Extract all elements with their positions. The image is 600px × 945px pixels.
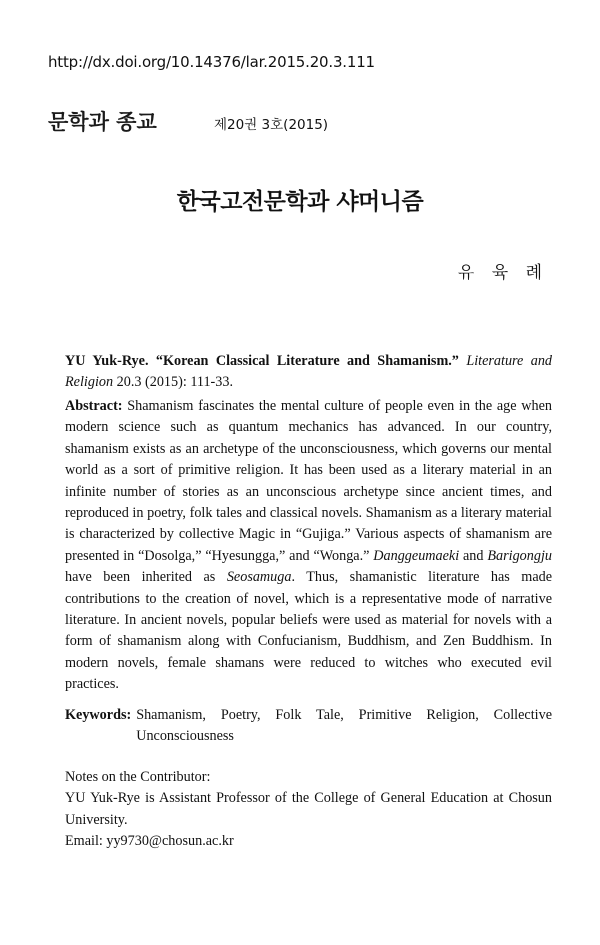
keywords-text: Shamanism, Poetry, Folk Tale, Primitive Religion, Collective Unconsciousness (136, 707, 552, 745)
citation-journal: Literature and Religion (65, 353, 553, 391)
contributor-notes (65, 767, 552, 853)
citation-author-title: YU Yuk-Rye. “Korean Classical Literature and Shamanism.” (65, 353, 459, 369)
abstract-label: Abstract: (65, 398, 123, 414)
contributor-bio: YU Yuk-Rye is Assistant Professor of the College of General Education at Chosun University. (65, 790, 552, 828)
abstract-text: . Thus, shamanistic literature has made contributions to the creation of novel, which is a representative mode of narrative literature. In ancient novels, popular beliefs were used as material for novels with a form of shamanism along with Confucianism, Buddhism, and Zen Buddhism. In modern novels, female shamans were reduced to witches who executed evil practices. (65, 569, 553, 693)
article-title: 한국고전문학과 샤머니즘 (176, 189, 424, 215)
keywords (65, 705, 552, 748)
contributor-email[interactable]: Email: yy9730@chosun.ac.kr (65, 833, 234, 850)
journal-header (48, 106, 157, 136)
abstract-text: Shamanism fascinates the mental culture of people even in the age when modern science such as quantum mechanics has advanced. In our country, shamanism exists as an archetype of the unconsciousness, which governs our mental world as a sort of primitive religion. It has been used as a literary material in an infinite number of stories as an unconscious archetype since ancient times, and reproduced in poetry, folk tales and classical novels. Shamanism as a literary material is characterized by collective Magic in “Gujiga.” Various aspects of shamanism are presented in “Dosolga,” “Hyesungga,” and “Wonga.” (65, 398, 552, 564)
journal-logo: 문학과 종교 (48, 109, 157, 134)
doi-link[interactable]: http://dx.doi.org/10.14376/lar.2015.20.3.111 (48, 53, 375, 71)
keywords-label: Keywords: (65, 707, 132, 723)
citation-details: 20.3 (2015): 111-33. (113, 374, 233, 391)
abstract (65, 396, 552, 696)
abstract-italic-term: Danggeumaeki (373, 547, 460, 564)
contributor-heading: Notes on the Contributor: (65, 769, 211, 785)
journal-issue: 제20권 3호(2015) (214, 117, 329, 133)
abstract-text: have been inherited as (65, 569, 227, 586)
article-author: 유 육 례 (457, 263, 548, 283)
abstract-italic-term: Barigongju (487, 547, 552, 564)
abstract-text: and (459, 547, 488, 564)
citation (65, 351, 552, 394)
abstract-italic-term: Seosamuga (226, 569, 292, 586)
